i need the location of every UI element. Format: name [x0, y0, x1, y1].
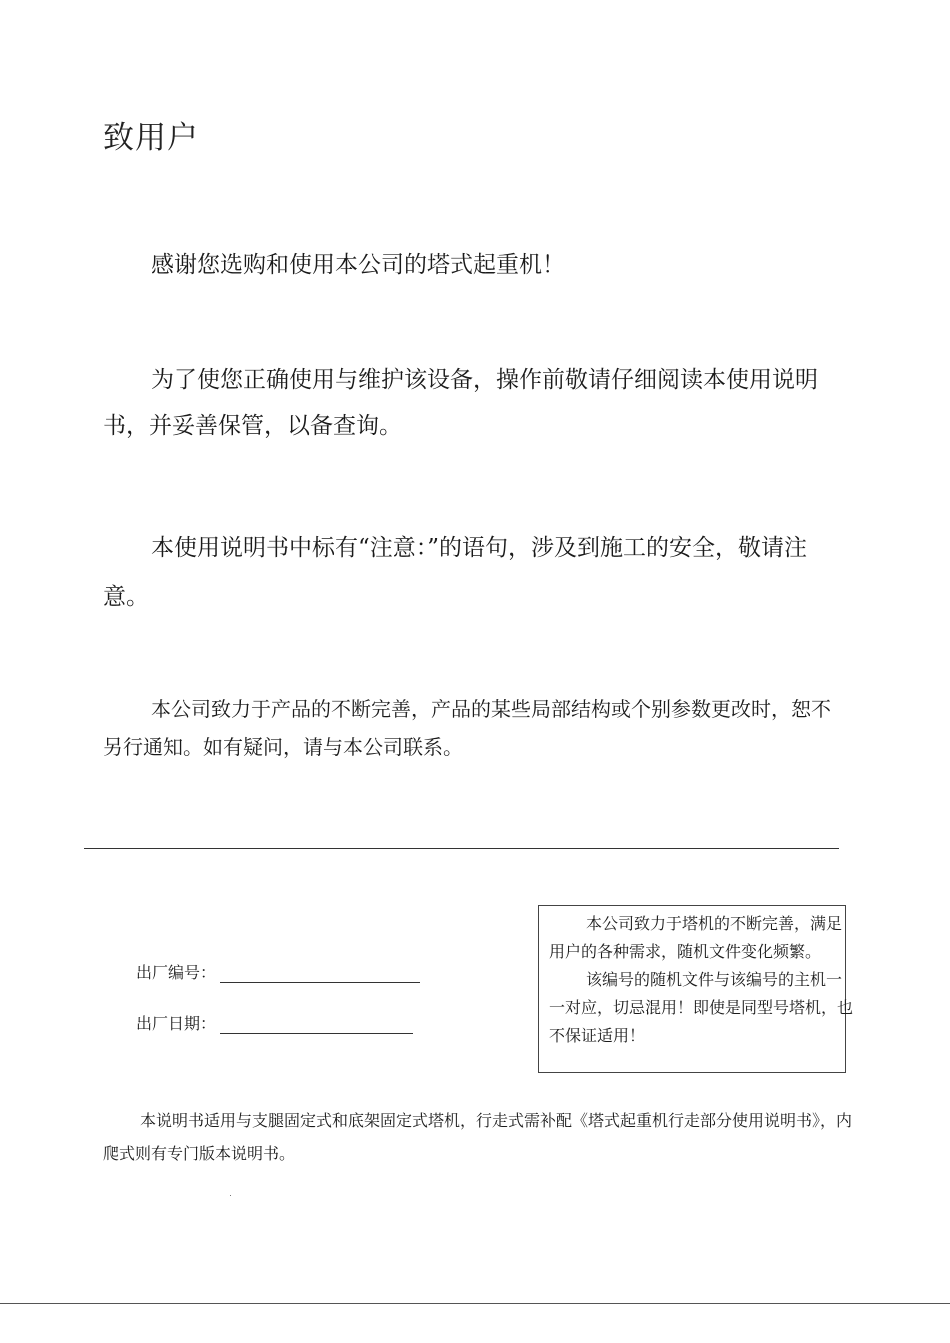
- manufacture-date-label: 出厂日期：: [136, 1014, 217, 1033]
- manufacture-date-field: [136, 1011, 413, 1034]
- notice-line-2: 该编号的随机文件与该编号的主机一一对应，切忌混用！即使是同型号塔机，也不保证适用！: [549, 970, 854, 1045]
- notice-box: [538, 905, 854, 1073]
- serial-number-label: 出厂编号：: [136, 963, 217, 982]
- serial-number-field: [136, 960, 420, 983]
- safety-notice-paragraph: 本使用说明书中标有“注意：”的语句，涉及到施工的安全，敬请注意。: [103, 535, 808, 610]
- applicability-note: 本说明书适用与支腿固定式和底架固定式塔机，行走式需补配《塔式起重机行走部分使用说明书》，内爬式则有专门版本说明书。: [103, 1111, 853, 1163]
- notice-line-1: 本公司致力于塔机的不断完善，满足用户的各种需求，随机文件变化频繁。: [549, 914, 843, 961]
- serial-number-blank: [220, 964, 420, 983]
- manufacture-date-blank: [220, 1015, 413, 1034]
- read-manual-paragraph: 为了使您正确使用与维护该设备，操作前敬请仔细阅读本使用说明书，并妥善保管，以备查询。: [103, 367, 818, 439]
- page-bottom-rule: [0, 1303, 950, 1304]
- section-divider: [84, 848, 839, 849]
- improvement-paragraph: 本公司致力于产品的不断完善，产品的某些局部结构或个别参数更改时，恕不另行通知。如有疑问，请与本公司联系。: [103, 697, 831, 759]
- thanks-paragraph: 感谢您选购和使用本公司的塔式起重机！: [151, 252, 565, 278]
- stray-dot: [230, 1195, 231, 1196]
- page-title: 致用户: [103, 120, 199, 156]
